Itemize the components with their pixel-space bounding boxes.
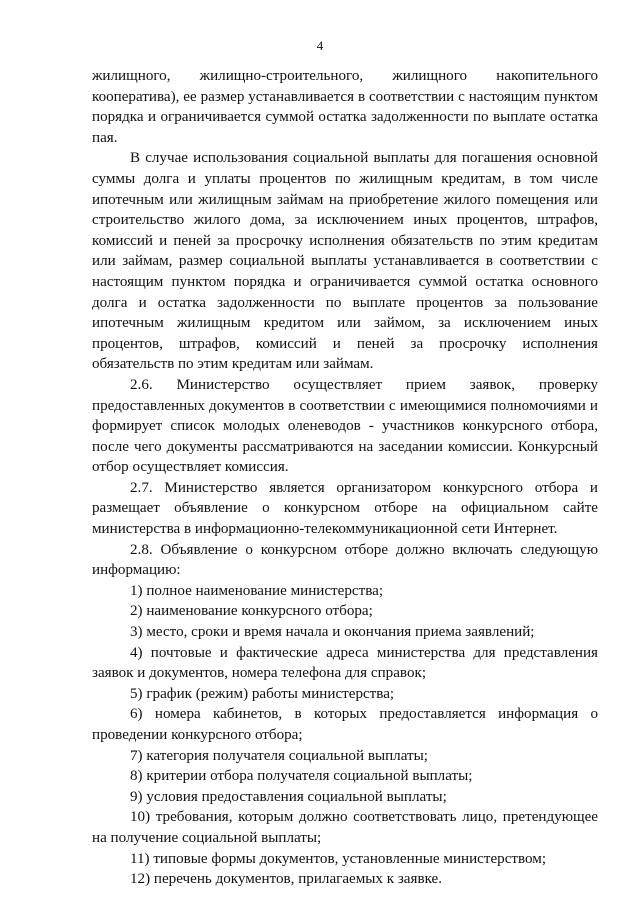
- list-item: 5) график (режим) работы министерства;: [130, 685, 395, 702]
- list-item: 11) типовые формы документов, установленные министерством;: [130, 850, 547, 867]
- paragraph: 2.6. Министерство осуществляет прием заявок, проверку предоставленных документов в соответствии с имеющимися полномочиями и формирует список молодых оленеводов - участников конкурсного отбора, после чего документы рассматриваются на заседании комиссии. Конкурсный отбор осуществляет комиссия.: [92, 376, 598, 476]
- list-item: 2) наименование конкурсного отбора;: [130, 603, 373, 620]
- list-item: 9) условия предоставления социальной выплаты;: [130, 788, 447, 805]
- paragraph: жилищного, жилищно-строительного, жилищного накопительного кооператива), ее размер устанавливается в соответствии с настоящим пунктом порядка и ограничивается суммой остатка задолженности по выплате остатка пая.: [92, 68, 598, 146]
- list-item: 1) полное наименование министерства;: [130, 582, 384, 599]
- paragraph: 2.7. Министерство является организатором конкурсного отбора и размещает объявление о конкурсном отборе на официальном сайте министерства в информационно-телекоммуникационной сети Интернет.: [92, 479, 598, 538]
- list-item: 7) категория получателя социальной выплаты;: [130, 747, 428, 764]
- list-item: 3) место, сроки и время начала и окончания приема заявлений;: [130, 624, 535, 641]
- list-item: 8) критерии отбора получателя социальной выплаты;: [130, 768, 473, 785]
- list-item: 4) почтовые и фактические адреса министерства для представления заявок и документов, номера телефона для справок;: [92, 644, 598, 682]
- list-item: 6) номера кабинетов, в которых предоставляется информация о проведении конкурсного отбора;: [92, 706, 598, 743]
- paragraph: 2.8. Объявление о конкурсном отборе должно включать следующую информацию:: [92, 541, 598, 579]
- list-item: 12) перечень документов, прилагаемых к заявке.: [130, 871, 443, 888]
- list-item: 10) требования, которым должно соответствовать лицо, претендующее на получение социальной выплаты;: [92, 809, 598, 846]
- document-body: [92, 66, 598, 890]
- paragraph: В случае использования социальной выплаты для погашения основной суммы долга и уплаты процентов по жилищным кредитам, в том числе ипотечным или жилищным займам на приобретение жилого помещения или строительство жилого дома, за исключением иных процентов, штрафов, комиссий и пеней за просрочку исполнения обязательств по этим кредитам или займам, размер социальной выплаты устанавливается в соответствии с настоящим пунктом порядка и ограничивается суммой остатка основного долга и остатка задолженности по выплате процентов за пользование ипотечным жилищным кредитом или займом, за исключением иных процентов, штрафов, комиссий и пеней за просрочку исполнения обязательств по этим кредитам или займам.: [92, 150, 598, 373]
- page-number: 4: [316, 38, 324, 53]
